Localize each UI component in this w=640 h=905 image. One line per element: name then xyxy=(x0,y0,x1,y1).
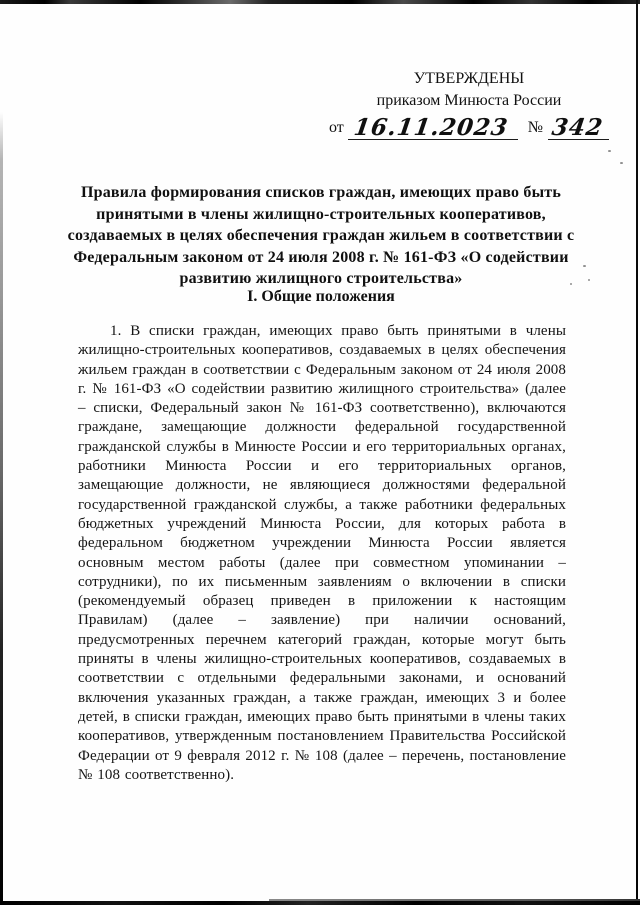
scan-edge-left xyxy=(0,112,3,905)
handwritten-number-underline xyxy=(548,116,609,140)
approval-date-number-line xyxy=(328,114,605,141)
approval-stamp-block xyxy=(328,68,605,141)
approval-status: УТВЕРЖДЕНЫ xyxy=(413,70,525,87)
handwritten-date-underline xyxy=(348,116,518,140)
handwritten-number: 342 xyxy=(550,114,605,141)
paragraph-1: 1. В списки граждан, имеющих право быть принятыми в члены жилищно-строительных кооперативов, создаваемых в целях обеспечения жильем граждан в соответствии с Федеральным законом от 24 июля 2008 г. № 161-ФЗ «О содействии развитию жилищного строительства» (далее – списки, Федеральный закон № 161-ФЗ соответственно), включаются граждане, замещающие должности федеральной государственной гражданской службы в Минюсте России и его территориальных органах, работники Минюста России и его территориальных органов, замещающие должности, не являющиеся должностями федеральной государственной гражданской службы, а также работники федеральных бюджетных учреждений Минюста России, для которых работа в федеральном бюджетном учреждении Минюста России является основным местом работы (далее при совместном упоминании – сотрудники), по их письменным заявлениям о включении в списки (рекомендуемый образец приведен в приложении к настоящим Правилам) (далее – заявление) при наличии оснований, предусмотренных перечнем категорий граждан, которые могут быть приняты в члены жилищно-строительных кооперативов, создаваемых в соответствии с отдельными федеральными законами, и оснований включения указанных граждан, а также граждан, имеющих 3 и более детей, в списки граждан, имеющих право быть принятыми в члены таких кооперативов, утвержденным постановлением Правительства Российской Федерации от 9 февраля 2012 г. № 108 (далее – перечень, постановление № 108 соответственно). xyxy=(78,323,566,783)
section-heading: I. Общие положения xyxy=(247,288,395,305)
approval-date-prefix: от xyxy=(328,119,344,136)
approval-authority: приказом Минюста России xyxy=(376,92,562,109)
numero-sign: № xyxy=(527,119,544,136)
scan-edge-right xyxy=(636,0,638,905)
scan-edge-top xyxy=(0,0,640,4)
scan-speck xyxy=(583,265,586,267)
scan-speck xyxy=(588,279,590,281)
document-title: Правила формирования списков граждан, имеющих право быть принятыми в члены жилищно-строительных кооперативов, создаваемых в целях обеспечения граждан жильем в соответствии с Федеральным законом от 24 июля 2008 г. № 161-ФЗ «О содействии развитию жилищного строительства» xyxy=(67,184,575,287)
handwritten-date: 16.11.2023 xyxy=(351,114,510,141)
scan-edge-bottom xyxy=(0,901,640,905)
scan-speck xyxy=(608,150,611,152)
scan-speck xyxy=(620,162,623,164)
